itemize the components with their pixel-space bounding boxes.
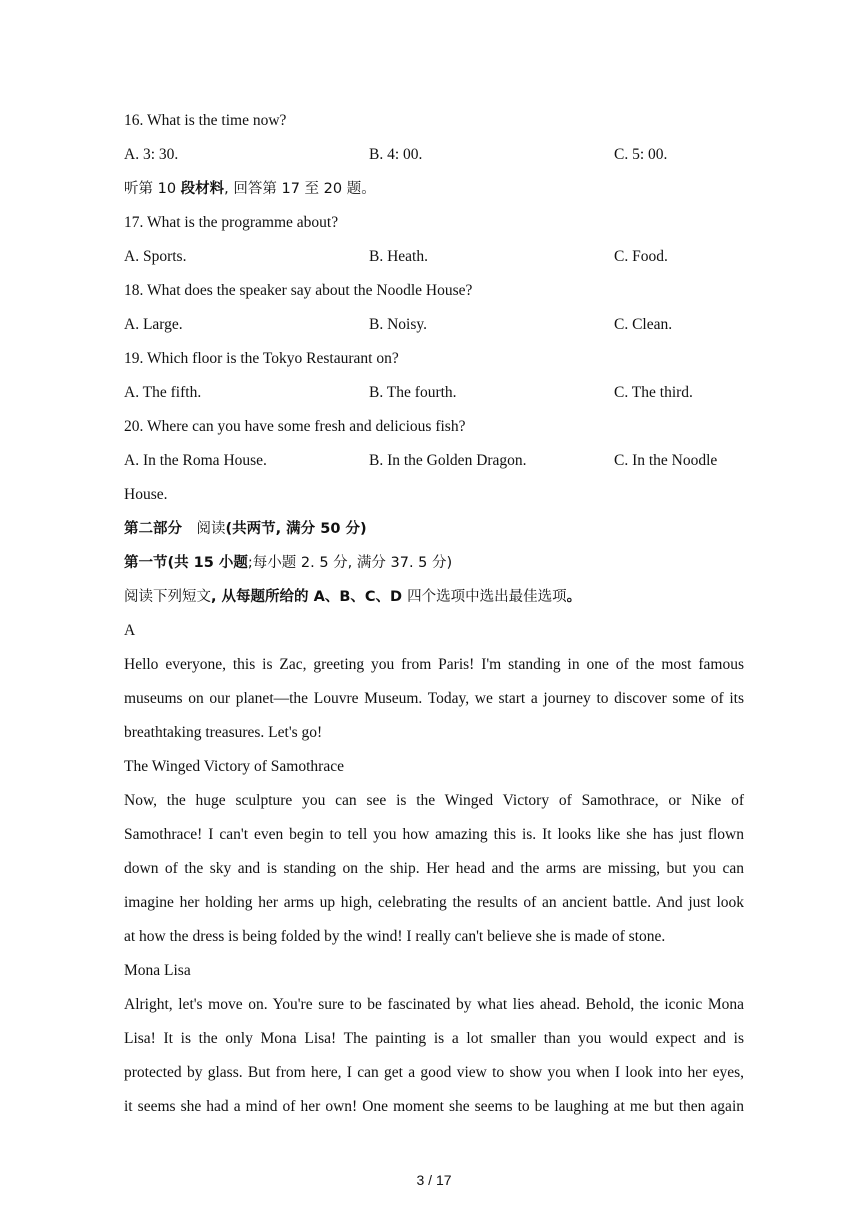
question-19-options xyxy=(124,382,744,416)
paragraph-line: Now, the huge sculpture you can see is the Winged Victory of Samothrace, or Nike of xyxy=(124,792,744,809)
paragraph-line: Hello everyone, this is Zac, greeting you from Paris! I'm standing in one of the most famous xyxy=(124,656,744,673)
paragraph-line: Samothrace! I can't even begin to tell you how amazing this is. It looks like she has just flown xyxy=(124,826,744,843)
paragraph-line: Lisa! It is the only Mona Lisa! The painting is a lot smaller than you would expect and is xyxy=(124,1030,744,1047)
paragraph-line: breathtaking treasures. Let's go! xyxy=(124,724,323,741)
page-number: 3 / 17 xyxy=(416,1172,452,1188)
document-page xyxy=(124,110,744,1130)
question-18-options xyxy=(124,314,744,348)
subheading-mona-lisa: Mona Lisa xyxy=(124,962,191,979)
option-a: A. Sports. xyxy=(124,248,187,265)
option-a: A. In the Roma House. xyxy=(124,452,267,469)
section-10-instruction: 听第 10 段材料, 回答第 17 至 20 题。 xyxy=(124,181,376,197)
paragraph-line: Alright, let's move on. You're sure to be fascinated by what lies ahead. Behold, the iconic Mona xyxy=(124,996,744,1013)
question-16-options xyxy=(124,144,744,178)
paragraph-line: it seems she had a mind of her own! One moment she seems to be laughing at me but then again xyxy=(124,1098,744,1115)
section-1-heading: 第一节(共 15 小题;每小题 2. 5 分, 满分 37. 5 分) xyxy=(124,555,453,571)
paragraph-line: down of the sky and is standing on the ship. Her head and the arms are missing, but you can xyxy=(124,860,744,877)
subheading-winged-victory: The Winged Victory of Samothrace xyxy=(124,758,344,775)
option-c: C. Clean. xyxy=(614,316,673,333)
question-16-stem: 16. What is the time now? xyxy=(124,112,287,129)
option-b: B. Heath. xyxy=(369,248,428,265)
option-b: B. Noisy. xyxy=(369,316,427,333)
option-c: C. 5: 00. xyxy=(614,146,668,163)
option-c: C. The third. xyxy=(614,384,693,401)
passage-label: A xyxy=(124,622,136,639)
option-a: A. The fifth. xyxy=(124,384,202,401)
question-20-stem: 20. Where can you have some fresh and delicious fish? xyxy=(124,418,466,435)
question-20-option-c-continuation: House. xyxy=(124,486,168,503)
part-2-heading: 第二部分 阅读(共两节, 满分 50 分) xyxy=(124,521,367,537)
question-19-stem: 19. Which floor is the Tokyo Restaurant on? xyxy=(124,350,399,367)
question-17-options xyxy=(124,246,744,280)
question-17-stem: 17. What is the programme about? xyxy=(124,214,339,231)
option-a: A. 3: 30. xyxy=(124,146,179,163)
option-b: B. 4: 00. xyxy=(369,146,423,163)
winged-victory-paragraph xyxy=(124,790,744,960)
mona-lisa-paragraph xyxy=(124,994,744,1130)
option-b: B. The fourth. xyxy=(369,384,457,401)
question-18-stem: 18. What does the speaker say about the Noodle House? xyxy=(124,282,473,299)
passage-intro-paragraph xyxy=(124,654,744,756)
paragraph-line: protected by glass. But from here, I can get a good view to show you when I look into her eyes, xyxy=(124,1064,744,1081)
option-c: C. In the Noodle xyxy=(614,452,718,469)
option-c: C. Food. xyxy=(614,248,668,265)
option-a: A. Large. xyxy=(124,316,183,333)
question-20-options xyxy=(124,450,744,484)
paragraph-line: at how the dress is being folded by the wind! I really can't believe she is made of stone. xyxy=(124,928,666,945)
reading-instruction: 阅读下列短文, 从每题所给的 A、B、C、D 四个选项中选出最佳选项。 xyxy=(124,589,582,605)
paragraph-line: museums on our planet—the Louvre Museum. Today, we start a journey to discover some of its xyxy=(124,690,744,707)
paragraph-line: imagine her holding her arms up high, celebrating the results of an ancient battle. And just look xyxy=(124,894,744,911)
option-b: B. In the Golden Dragon. xyxy=(369,452,527,469)
